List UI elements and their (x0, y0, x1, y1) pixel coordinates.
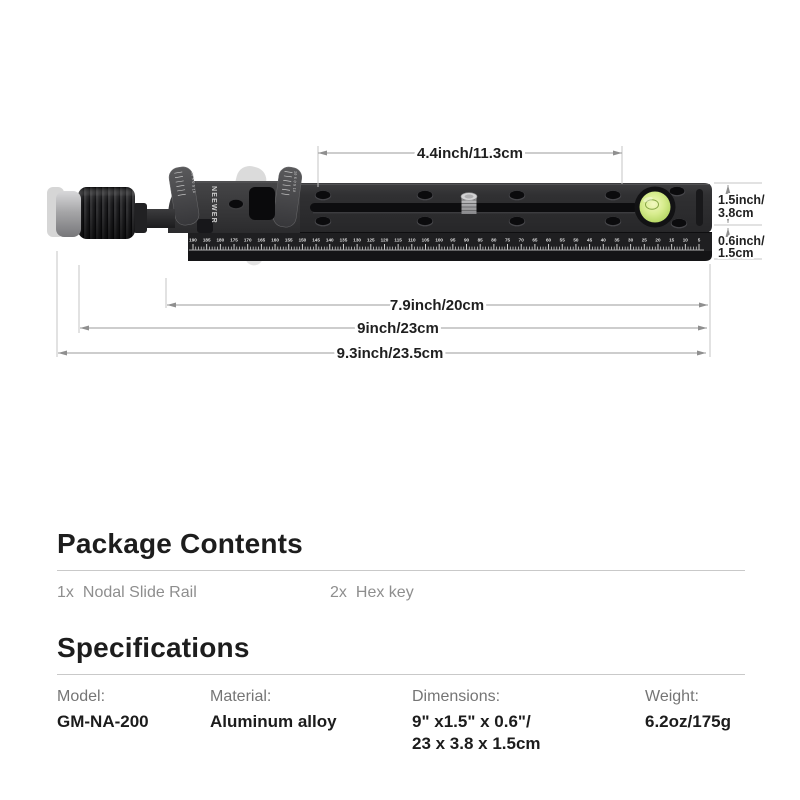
svg-text:60: 60 (546, 237, 552, 243)
svg-text:140: 140 (325, 237, 334, 243)
knob-shaft (145, 209, 175, 228)
spec-column-model (57, 688, 149, 733)
clamp (168, 165, 303, 233)
brand-logo-text: NEEWER (210, 186, 217, 224)
svg-text:145: 145 (312, 237, 320, 243)
svg-text:15: 15 (669, 237, 675, 243)
svg-text:35: 35 (614, 237, 620, 243)
clamp-scale-right-numbers: 10 5 0 5 10 (292, 170, 298, 193)
svg-text:135: 135 (339, 237, 348, 243)
package-contents-section (57, 529, 745, 604)
dim-bottom-middle-label: 9inch/23cm (357, 320, 439, 337)
svg-text:20: 20 (655, 237, 661, 243)
svg-text:10: 10 (682, 237, 688, 243)
svg-text:70: 70 (518, 237, 524, 243)
svg-text:185: 185 (202, 237, 211, 243)
spec-column-weight (645, 688, 731, 733)
svg-text:120: 120 (380, 237, 389, 243)
spec-label: Weight: (645, 687, 699, 705)
svg-text:110: 110 (408, 237, 416, 243)
knob-grip (78, 187, 135, 239)
svg-text:115: 115 (394, 237, 402, 243)
svg-text:180: 180 (216, 237, 225, 243)
dim-right-bottom-label-line2: 1.5cm (718, 246, 754, 260)
package-item (330, 584, 414, 602)
dimension-right-bottom (714, 228, 765, 260)
svg-text:65: 65 (532, 237, 538, 243)
svg-text:170: 170 (243, 237, 252, 243)
svg-text:190: 190 (189, 237, 197, 243)
svg-text:75: 75 (504, 237, 511, 243)
svg-text:5: 5 (697, 237, 701, 243)
spec-value: 6.2oz/175g (645, 711, 731, 731)
spec-column-dimensions (412, 688, 541, 756)
svg-text:150: 150 (298, 237, 307, 243)
spec-value-line2: 23 x 3.8 x 1.5cm (412, 734, 541, 754)
clamp-slot (249, 187, 275, 220)
bubble-level (635, 187, 676, 228)
spec-label: Material: (210, 687, 272, 705)
svg-text:50: 50 (573, 237, 579, 243)
svg-text:40: 40 (600, 237, 606, 243)
specifications-heading: Specifications (57, 632, 250, 663)
clamp-scale-left-numbers: 10 5 0 5 10 (190, 171, 196, 194)
svg-text:25: 25 (641, 237, 647, 243)
package-item-name: Hex key (355, 583, 414, 601)
spec-value: GM-NA-200 (57, 711, 149, 731)
dim-top-label: 4.4inch/11.3cm (417, 145, 523, 162)
package-contents-list (57, 584, 745, 604)
dimension-bottom-group (57, 251, 710, 362)
package-item-name: Nodal Slide Rail (82, 583, 197, 601)
knob-neck (133, 203, 147, 233)
svg-text:80: 80 (491, 237, 497, 243)
svg-text:155: 155 (284, 237, 293, 243)
spec-label: Model: (57, 687, 106, 705)
package-item (57, 584, 197, 602)
dim-right-top-label-line2: 3.8cm (718, 206, 754, 220)
svg-text:55: 55 (559, 237, 565, 243)
svg-text:100: 100 (435, 237, 443, 243)
svg-text:165: 165 (257, 237, 266, 243)
specifications-section (57, 633, 745, 758)
svg-text:85: 85 (477, 237, 483, 243)
knob-end-cap (56, 191, 81, 237)
dimension-right-top (714, 183, 765, 225)
dimension-top (318, 145, 622, 187)
svg-text:95: 95 (450, 237, 456, 243)
svg-text:125: 125 (366, 237, 375, 243)
dim-bottom-outer-label: 9.3inch/23.5cm (336, 345, 444, 362)
svg-text:105: 105 (421, 237, 430, 243)
clamp-hole (229, 200, 243, 208)
svg-text:90: 90 (463, 237, 470, 243)
dimension-bottom-outer (58, 345, 706, 362)
spec-label: Dimensions: (412, 687, 501, 705)
dim-right-top-label-line1: 1.5inch/ (718, 193, 765, 207)
svg-text:30: 30 (628, 237, 634, 243)
spec-column-material (210, 688, 337, 733)
specifications-divider (57, 674, 745, 675)
package-item-qty: 1x (57, 583, 74, 601)
specifications-grid (57, 688, 745, 758)
center-screw (461, 193, 477, 214)
dim-right-bottom-label-line1: 0.6inch/ (718, 234, 765, 248)
dimension-bottom-inner (167, 297, 708, 314)
clamp-knob (56, 187, 175, 239)
spec-value: Aluminum alloy (210, 711, 337, 731)
package-contents-divider (57, 570, 745, 571)
svg-text:175: 175 (230, 237, 238, 243)
spec-value: 9" x1.5" x 0.6"/ (412, 711, 531, 731)
rail-end-groove (696, 189, 703, 226)
package-item-qty: 2x (330, 583, 347, 601)
svg-text:45: 45 (587, 237, 593, 243)
svg-text:160: 160 (271, 237, 279, 243)
package-contents-heading: Package Contents (57, 528, 303, 559)
svg-text:130: 130 (353, 237, 361, 243)
dimension-bottom-middle (80, 320, 707, 337)
dim-bottom-inner-label: 7.9inch/20cm (389, 297, 485, 314)
